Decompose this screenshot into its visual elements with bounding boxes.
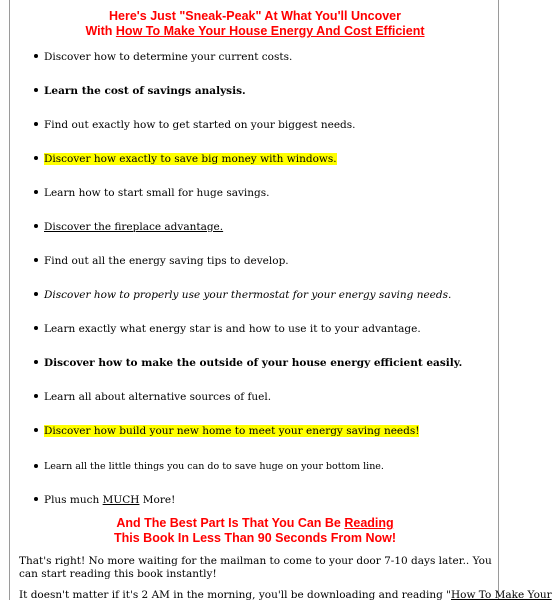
book-title-inline-link[interactable]: How To Make Your (450, 589, 552, 601)
bullet-dot-icon (34, 258, 38, 262)
bullet-dot-icon (34, 394, 38, 398)
feature-list-item (34, 323, 421, 336)
feature-list-item (34, 391, 271, 404)
bullet-dot-icon (34, 88, 38, 92)
feature-list-item (34, 119, 356, 132)
bullet-dot-icon (34, 156, 38, 160)
feature-list-item (34, 289, 451, 302)
bullet-dot-icon (34, 428, 38, 432)
feature-list-item-suffix: More! (139, 494, 176, 506)
subheadline-line-1 (0, 516, 510, 531)
feature-list-item (34, 51, 292, 64)
feature-list-item (34, 494, 175, 507)
feature-list-item-text: Discover how exactly to save big money with windows. (44, 153, 337, 165)
feature-list-item (34, 460, 384, 473)
bullet-dot-icon (34, 360, 38, 364)
bullet-dot-icon (34, 292, 38, 296)
feature-list-item-text: Learn the cost of savings analysis. (44, 85, 246, 97)
feature-list-item-text: Discover how to determine your current costs. (44, 51, 293, 63)
headline-prefix: With (85, 24, 116, 38)
feature-list-item-text: Discover how to make the outside of your house energy efficient easily. (44, 357, 463, 369)
feature-list-item (34, 85, 246, 98)
feature-list-item (34, 255, 289, 268)
feature-list-item-text: Learn exactly what energy star is and how to use it to your advantage. (44, 323, 421, 335)
feature-list-item (34, 425, 419, 438)
paragraph-2 (19, 589, 552, 602)
feature-list-item (34, 221, 223, 234)
headline (0, 9, 510, 39)
feature-list-item (34, 153, 337, 166)
feature-list-item-text: Discover the fireplace advantage. (44, 221, 224, 233)
bullet-dot-icon (34, 497, 38, 501)
feature-list-item-text: Find out exactly how to get started on your biggest needs. (44, 119, 356, 131)
bullet-dot-icon (34, 54, 38, 58)
subheadline (0, 516, 510, 546)
feature-list-item-text: Discover how build your new home to meet your energy saving needs! (44, 425, 420, 437)
bullet-dot-icon (34, 122, 38, 126)
subheadline-prefix: And The Best Part Is That You Can Be (116, 516, 345, 530)
feature-list-item-text: Learn all the little things you can do to save huge on your bottom line. (44, 461, 384, 472)
feature-list-item-text: Discover how to properly use your thermostat for your energy saving needs. (44, 289, 452, 301)
feature-list-item-text: Plus much (44, 494, 103, 506)
headline-line-2 (0, 24, 510, 39)
feature-list-item (34, 357, 462, 370)
bullet-dot-icon (34, 464, 38, 468)
bullet-dot-icon (34, 224, 38, 228)
paragraph-1: That's right! No more waiting for the mailman to come to your door 7-10 days later.. You can start reading this book instantly! (19, 555, 492, 580)
feature-list-item-text: Learn all about alternative sources of fuel. (44, 391, 272, 403)
book-title-link[interactable]: How To Make Your House Energy And Cost Efficient (115, 24, 425, 38)
paragraph-2-text: It doesn't matter if it's 2 AM in the morning, you'll be downloading and reading " (19, 589, 451, 601)
subheadline-line-2: This Book In Less Than 90 Seconds From Now! (114, 531, 396, 545)
emphasis-much: MUCH (102, 494, 140, 506)
feature-list-item-text: Find out all the energy saving tips to develop. (44, 255, 289, 267)
feature-list-item-text: Learn how to start small for huge savings. (44, 187, 270, 199)
headline-line-1: Here's Just "Sneak-Peak" At What You'll Uncover (109, 9, 401, 23)
feature-list-item (34, 187, 269, 200)
reading-link[interactable]: Reading (344, 516, 394, 530)
bullet-dot-icon (34, 190, 38, 194)
bullet-dot-icon (34, 326, 38, 330)
